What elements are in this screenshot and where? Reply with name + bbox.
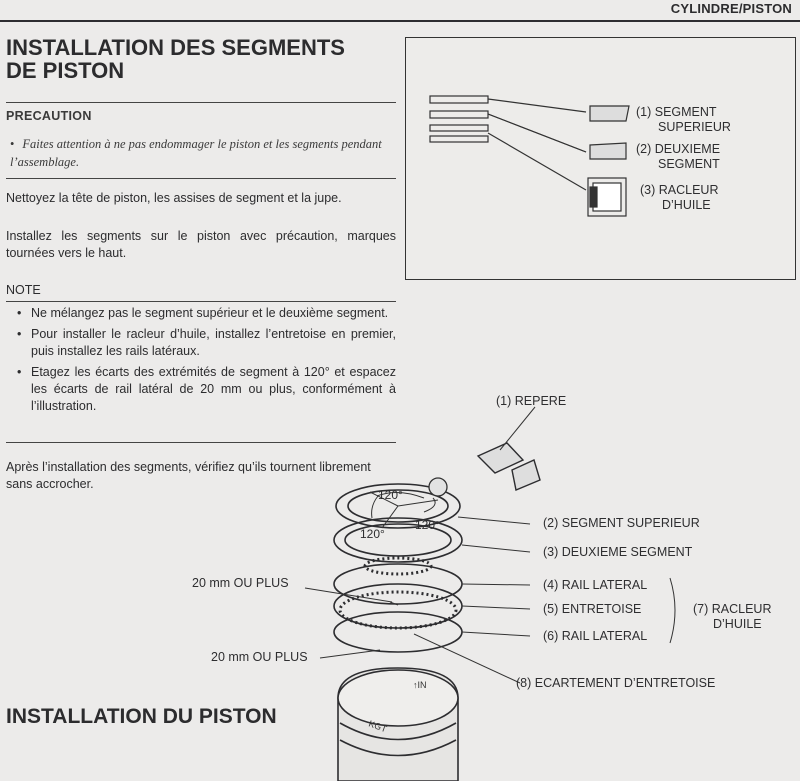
segment-superieur-profile [590,106,629,121]
label-line: (2) DEUXIEME [636,142,721,156]
angle-label: 120° [378,488,403,502]
label-rail-lateral-6: (6) RAIL LATERAL [543,629,648,643]
list-item: • Etagez les écarts des extrémités de segment à 120° et espacez les écarts de rail latéral de 20 mm ou plus, conformément à l’illustration. [6,364,396,415]
piston-icon [338,668,458,781]
label-gap-bottom: 20 mm OU PLUS [211,650,308,664]
label-segment-superieur [636,105,731,135]
angle-label: 120° [360,527,385,541]
label-rail-lateral-4: (4) RAIL LATERAL [543,578,648,592]
page-title-line2: DE PISTON [6,58,125,83]
ring-groove-3 [430,125,488,131]
ring-groove-2 [430,111,488,118]
mark-dot [429,478,447,496]
label-line: D’HUILE [662,198,711,212]
list-item: • Ne mélangez pas le segment supérieur et le deuxième segment. [6,305,396,322]
paragraph: Nettoyez la tête de piston, les assises de segment et la jupe. [6,191,342,205]
paragraph: Installez les segments sur le piston avec précaution, marques tournées vers le haut. [6,229,396,260]
leader-repere [500,407,535,450]
ring-groove-1 [430,96,488,103]
angle-label: 120° [415,518,440,532]
note-label: NOTE [6,283,41,297]
label-racleur [640,183,719,213]
label-line: (1) SEGMENT [636,105,717,119]
label-entretoise: (5) ENTRETOISE [543,602,642,616]
label-repere: (1) REPERE [496,394,567,408]
precaution-label: PRECAUTION [6,109,92,123]
label-line: (7) RACLEUR [693,602,772,616]
label-deuxieme-segment [636,142,720,172]
svg-text:↑IN: ↑IN [413,680,427,690]
label-line: SEGMENT [658,157,720,171]
ring-stack [334,484,462,652]
label-racleur-huile [693,602,772,632]
brace-icon [670,578,675,643]
svg-text:KGT: KGT [367,718,389,735]
bullet-icon: • [10,137,15,151]
precaution-body: Faites attention à ne pas endommager le piston et les segments pendant l’assemblage. [10,137,382,169]
section-title: INSTALLATION DU PISTON [6,705,277,728]
section-header: CYLINDRE/PISTON [670,1,792,16]
label-line: SUPERIEUR [658,120,731,134]
label-ecartement: (8) ECARTEMENT D’ENTRETOISE [516,676,716,690]
label-line: D’HUILE [713,617,762,631]
label-line: (3) RACLEUR [640,183,719,197]
list-item: • Pour installer le racleur d’huile, installez l’entretoise en premier, puis installez les rails latéraux. [6,326,396,360]
ring-groove-4 [430,136,488,142]
rail-lateral-bottom [334,612,462,652]
segment-deuxieme-profile [590,143,626,159]
label-segment-superieur: (2) SEGMENT SUPERIEUR [543,516,700,530]
page-title-line1: INSTALLATION DES SEGMENTS [6,35,345,60]
leader-line [488,133,586,190]
paragraph: Après l’installation des segments, vérifiez qu’ils tournent librement sans accrocher. [6,460,371,491]
label-gap-top: 20 mm OU PLUS [192,576,289,590]
leader-line [488,99,586,112]
label-deuxieme-segment: (3) DEUXIEME SEGMENT [543,545,693,559]
